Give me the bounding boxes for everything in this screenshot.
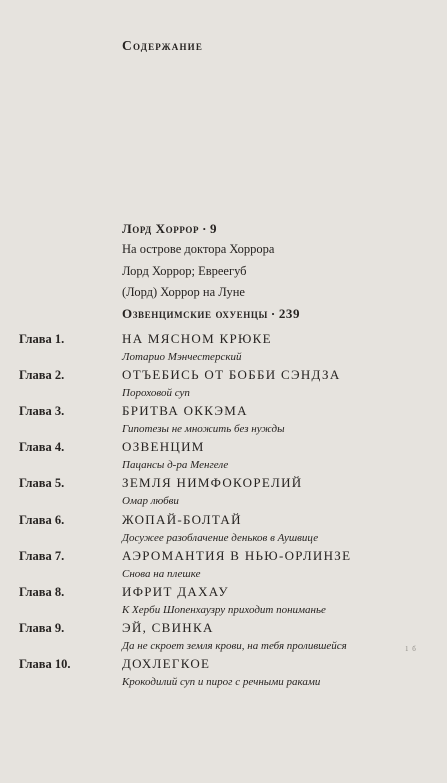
chapter-label: Глава 5. <box>19 476 65 490</box>
chapter-entry <box>0 511 447 547</box>
chapter-title: ДОХЛЕГКОЕ <box>122 656 211 671</box>
part-entry: На острове доктора Хоррора <box>122 242 275 256</box>
chapter-label: Глава 3. <box>19 404 65 418</box>
chapter-entry <box>0 366 447 402</box>
chapter-subtitle: Гипотезы не множить без нужды <box>122 423 285 435</box>
chapter-title: БРИТВА ОККЭМА <box>122 403 248 418</box>
chapter-label: Глава 10. <box>19 657 71 671</box>
chapter-title: АЭРОМАНТИЯ В НЬЮ-ОРЛИНЗЕ <box>122 548 352 563</box>
part-entry: (Лорд) Хоррор на Луне <box>122 285 245 299</box>
chapter-label: Глава 9. <box>19 621 65 635</box>
chapter-subtitle: Пороховой суп <box>122 387 190 399</box>
part-entry: Лорд Хоррор; Евреегуб <box>122 263 247 278</box>
chapter-subtitle: Лотарио Мэнчестерский <box>122 351 242 363</box>
chapter-entry <box>0 619 447 655</box>
chapter-entry <box>0 438 447 474</box>
chapter-title: ЭЙ, СВИНКА <box>122 620 214 635</box>
chapter-label: Глава 6. <box>19 513 65 527</box>
chapter-title: ОЗВЕНЦИМ <box>122 439 205 454</box>
separator-dot: · <box>270 306 276 321</box>
chapter-subtitle: Досужее разоблачение деньков в Аушвице <box>122 532 319 544</box>
part-title-text: Озвенцимские охуенцы <box>122 306 268 321</box>
chapter-label: Глава 2. <box>19 368 65 382</box>
part-title-text: Лорд Хоррор <box>122 221 200 236</box>
chapter-title: ЖОПАЙ-БОЛТАЙ <box>122 512 242 527</box>
chapter-label: Глава 7. <box>19 549 65 563</box>
margin-mark: 1 б <box>405 645 417 653</box>
chapter-entry <box>0 655 447 691</box>
page-title: Содержание <box>122 38 204 53</box>
chapter-entry <box>0 474 447 510</box>
chapter-subtitle: Снова на плешке <box>122 568 201 580</box>
part-title <box>122 304 422 324</box>
chapter-subtitle: К Херби Шопенхаузру приходит пониманье <box>122 604 326 616</box>
part-lord-horror <box>122 219 422 304</box>
chapter-label: Глава 8. <box>19 585 65 599</box>
part-page-number: 239 <box>278 306 301 321</box>
chapter-entry <box>0 583 447 619</box>
separator-dot: · <box>202 221 208 236</box>
part-page-number: 9 <box>210 221 218 236</box>
chapter-entry <box>0 402 447 438</box>
chapter-title: ИФРИТ ДАХАУ <box>122 584 229 599</box>
chapter-title: ЗЕМЛЯ НИМФОКОРЕЛИЙ <box>122 475 303 490</box>
chapter-label: Глава 1. <box>19 332 65 346</box>
part-ozvencim <box>122 304 422 324</box>
chapter-subtitle: Омар любви <box>122 495 179 507</box>
chapter-entry <box>0 330 447 366</box>
chapter-title: НА МЯСНОМ КРЮКЕ <box>122 331 272 346</box>
chapter-title: ОТЪЕБИСЬ ОТ БОББИ СЭНДЗА <box>122 367 341 382</box>
chapter-subtitle: Да не скроет земля крови, на тебя пролившейся <box>122 640 347 652</box>
chapter-entry <box>0 547 447 583</box>
chapter-subtitle: Пацансы д-ра Менгеле <box>122 459 229 471</box>
chapter-subtitle: Крокодилий суп и пирог с речными раками <box>122 676 321 688</box>
part-title <box>122 219 422 239</box>
chapter-label: Глава 4. <box>19 440 65 454</box>
